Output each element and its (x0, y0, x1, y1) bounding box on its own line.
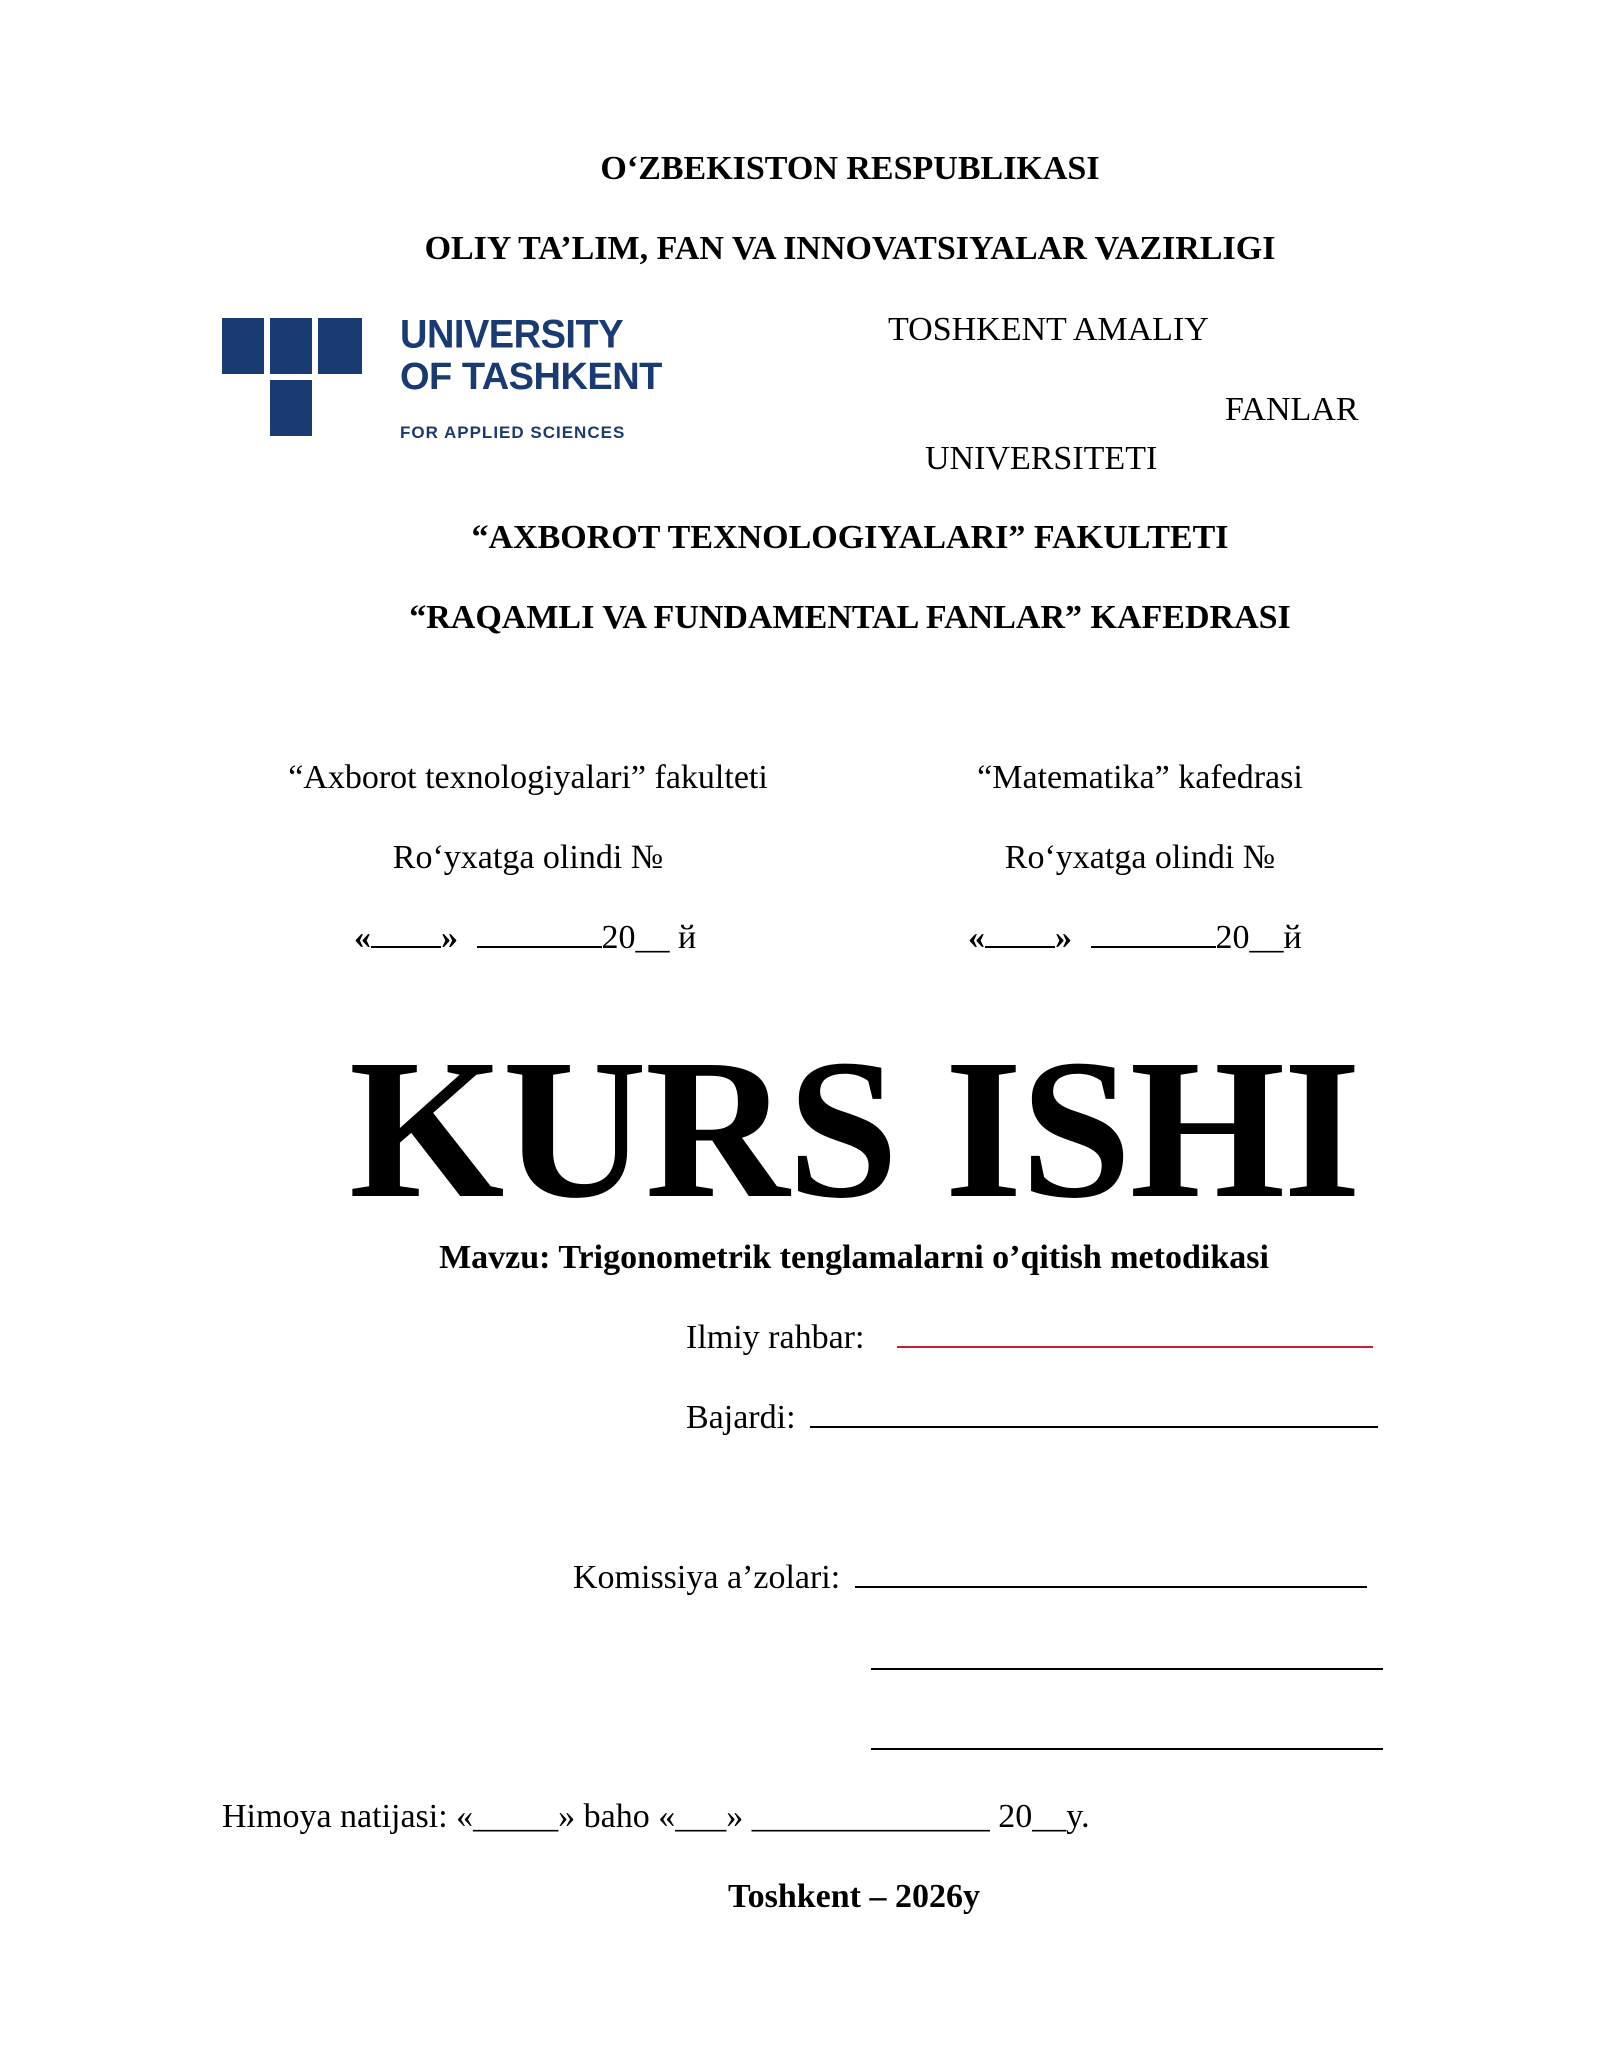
footer-city-year: Toshkent – 2026y (728, 1878, 980, 1915)
registry-right-unit: “Matematika” kafedrasi (977, 759, 1303, 796)
faculty-heading: “AXBOROT TEXNOLOGIYALARI” FAKULTETI (471, 519, 1229, 556)
commission-line-3 (871, 1748, 1383, 1750)
registry-left-year: 20__ й (601, 919, 697, 956)
commission-field (573, 1561, 1367, 1595)
logo-line-3: FOR APPLIED SCIENCES (400, 423, 626, 442)
registry-right-label: Ro‘yxatga olindi № (1004, 839, 1276, 876)
supervisor-field (686, 1321, 1373, 1355)
defense-result: Himoya natijasi: «_____» baho «___» ______________ 20__y. (222, 1798, 1090, 1835)
registry-left-label: Ro‘yxatga olindi № (392, 839, 664, 876)
performer-label: Bajardi: (686, 1399, 796, 1436)
supervisor-label: Ilmiy rahbar: (686, 1319, 865, 1356)
document-title: KURS ISHI (348, 1019, 1360, 1240)
university-logo-icon (222, 318, 362, 440)
logo-line-2: OF TASHKENT (400, 356, 662, 398)
department-heading: “RAQAMLI VA FUNDAMENTAL FANLAR” KAFEDRASI (409, 599, 1291, 636)
logo-line-1: UNIVERSITY (400, 312, 624, 358)
topic-line: Mavzu: Trigonometrik tenglamalarni o’qitish metodikasi (439, 1239, 1269, 1276)
university-name-part-2: FANLAR (1225, 391, 1359, 428)
registry-left-unit: “Axborot texnologiyalari” fakulteti (288, 759, 768, 796)
registry-right-year: 20__й (1215, 919, 1302, 956)
registry-left-date: « » 20__ й (354, 919, 697, 956)
performer-field (686, 1401, 1378, 1435)
university-name-part-3: UNIVERSITETI (925, 440, 1158, 477)
performer-line (810, 1426, 1378, 1428)
commission-line-2 (871, 1668, 1383, 1670)
commission-line-1 (855, 1586, 1367, 1588)
registry-right-date: « » 20__й (968, 919, 1302, 956)
ministry-line-2: OLIY TA’LIM, FAN VA INNOVATSIYALAR VAZIRLIGI (424, 230, 1276, 267)
university-logo-text (400, 312, 662, 442)
university-name-part-1: TOSHKENT AMALIY (888, 311, 1209, 348)
ministry-line-1: O‘ZBEKISTON RESPUBLIKASI (600, 150, 1100, 187)
commission-label: Komissiya a’zolari: (573, 1559, 841, 1596)
supervisor-line (897, 1346, 1373, 1348)
